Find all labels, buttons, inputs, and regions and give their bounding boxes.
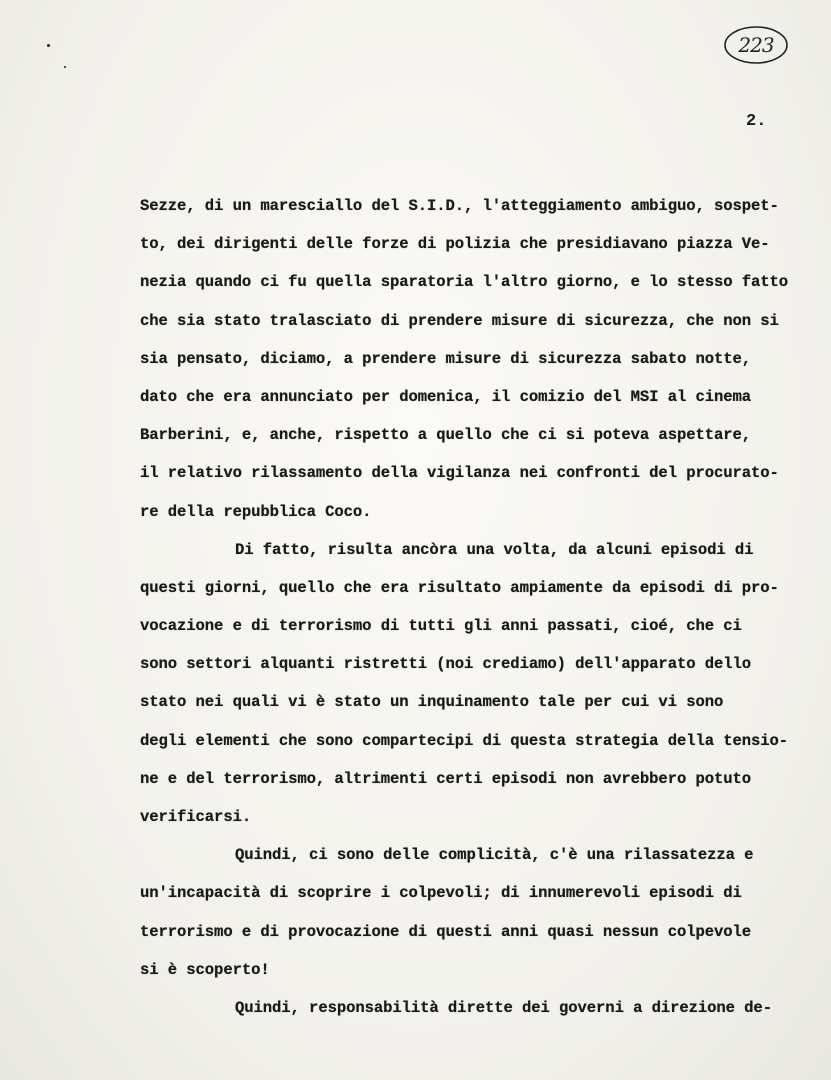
text-line: terrorismo e di provocazione di questi anni quasi nessun colpevole <box>140 922 752 941</box>
ink-speck <box>47 44 50 47</box>
text-line: Barberini, e, anche, rispetto a quello che ci si poteva aspettare, <box>140 426 752 445</box>
text-line: to, dei dirigenti delle forze di polizia che presidiavano piazza Ve- <box>140 235 770 254</box>
text-line: che sia stato tralasciato di prendere misure di sicurezza, che non si <box>140 311 779 330</box>
body-text <box>140 187 820 1027</box>
text-line: dato che era annunciato per domenica, il comizio del MSI al cinema <box>140 387 752 406</box>
text-line: questi giorni, quello che era risultato ampiamente da episodi di pro- <box>140 578 779 597</box>
text-line: degli elementi che sono compartecipi di questa strategia della tensio- <box>140 731 789 750</box>
text-line: ne e del terrorismo, altrimenti certi episodi non avrebbero potuto <box>140 769 752 788</box>
text-line: sia pensato, diciamo, a prendere misure di sicurezza sabato notte, <box>140 349 752 368</box>
text-line: si è scoperto! <box>140 960 270 979</box>
text-line: verificarsi. <box>140 808 252 826</box>
text-line: Quindi, ci sono delle complicità, c'è una rilassatezza e <box>235 846 754 865</box>
text-line: stato nei quali vi è stato un inquinamento tale per cui vi sono <box>140 693 724 712</box>
text-line: Quindi, responsabilità dirette dei governi a direzione de- <box>235 998 772 1017</box>
ink-speck <box>64 66 66 68</box>
text-line: Sezze, di un maresciallo del S.I.D., l'atteggiamento ambiguo, sospet- <box>140 197 779 215</box>
page-number: 2. <box>746 112 767 131</box>
text-line: re della repubblica Coco. <box>140 502 372 521</box>
text-line: un'incapacità di scoprire i colpevoli; di innumerevoli episodi di <box>140 884 742 903</box>
archive-stamp <box>723 24 789 66</box>
text-line: sono settori alquanti ristretti (noi crediamo) dell'apparato dello <box>140 655 752 674</box>
text-line: vocazione e di terrorismo di tutti gli anni passati, cioé, che ci <box>140 617 742 636</box>
text-line: Di fatto, risulta ancòra una volta, da alcuni episodi di <box>235 540 754 559</box>
text-line: nezia quando ci fu quella sparatoria l'altro giorno, e lo stesso fatto <box>140 273 789 292</box>
text-line: il relativo rilassamento della vigilanza nei confronti del procurato- <box>140 464 779 483</box>
stamp-number: 223 <box>738 33 774 57</box>
